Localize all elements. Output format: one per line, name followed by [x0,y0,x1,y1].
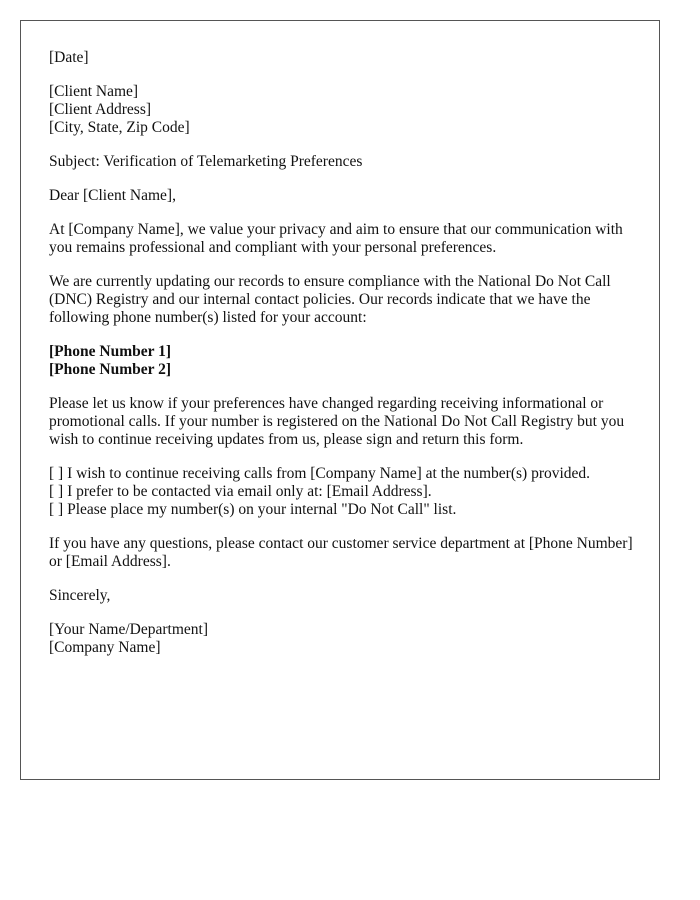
client-address: [Client Address] [49,101,152,118]
letter-date: [Date] [49,49,89,66]
records-paragraph: We are currently updating our records to ensure compliance with the National Do Not Call (DNC) Registry and our internal contact policies. Our records indicate that we have the following phone number(s) listed for your account: [49,273,611,326]
option-email-only: [ ] I prefer to be contacted via email only at: [Email Address]. [49,483,432,500]
intro-paragraph: At [Company Name], we value your privacy and aim to ensure that our communication with you remains professional and compliant with your personal preferences. [49,221,623,256]
recipient-address-block [49,83,639,137]
options-list [49,465,639,519]
option-continue-calls: [ ] I wish to continue receiving calls from [Company Name] at the number(s) provided. [49,465,591,482]
phone-number-1: [Phone Number 1] [49,343,171,360]
closing: Sincerely, [49,587,111,604]
preferences-paragraph: Please let us know if your preferences have changed regarding receiving informational or promotional calls. If your number is registered on the National Do Not Call Registry but you wish to continue receiving updates from us, please sign and return this form. [49,395,625,448]
phone-number-2: [Phone Number 2] [49,361,171,378]
signature-name: [Your Name/Department] [49,621,208,638]
questions-paragraph: If you have any questions, please contact our customer service department at [Phone Number] or [Email Address]. [49,535,633,570]
subject-line: Subject: Verification of Telemarketing Preferences [49,153,363,170]
client-name: [Client Name] [49,83,139,100]
signature-block [49,621,639,657]
client-city-state-zip: [City, State, Zip Code] [49,119,190,136]
letter-page [20,20,660,780]
date-block [49,49,639,67]
option-do-not-call: [ ] Please place my number(s) on your internal "Do Not Call" list. [49,501,457,518]
salutation: Dear [Client Name], [49,187,176,204]
signature-company: [Company Name] [49,639,161,656]
phone-numbers-block [49,343,639,379]
